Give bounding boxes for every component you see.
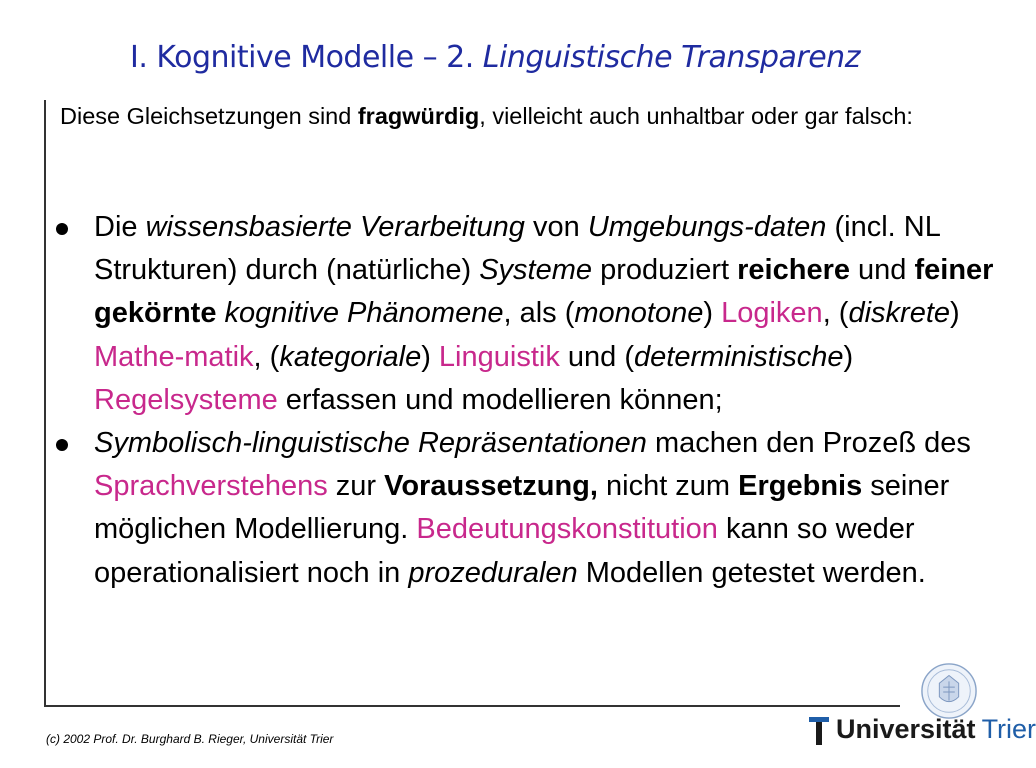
text-run: kann so weder operationalisiert noch in <box>94 513 915 589</box>
text-run-italic: Umgebungs-daten <box>587 211 827 243</box>
text-run: Modellen getestet werden. <box>577 556 926 589</box>
text-run-italic: deterministische <box>634 340 844 373</box>
text-run: ) <box>950 297 960 330</box>
text-run-highlight: Linguistik <box>438 340 560 373</box>
text-run-highlight: Regelsysteme <box>94 383 278 416</box>
text-run: , ( <box>822 297 849 330</box>
university-logo-mark-icon <box>808 716 830 746</box>
intro-part: , vielleicht auch unhaltbar oder gar falsch: <box>479 103 913 129</box>
text-run-italic: monotone <box>574 297 704 330</box>
text-run: von <box>524 211 588 243</box>
text-run: ) <box>843 340 854 373</box>
text-run: ) <box>703 297 722 330</box>
text-run-bold: feiner gekörnte <box>94 254 994 330</box>
logo-text <box>836 714 1036 745</box>
text-run: Die <box>94 211 146 243</box>
text-run-highlight: Logiken <box>721 297 823 330</box>
text-run: erfassen und modellieren können; <box>277 383 723 416</box>
bullet-dot-icon <box>56 439 68 451</box>
text-run-italic: Symbolisch <box>94 427 243 460</box>
text-run: ) <box>421 340 439 373</box>
text-run-highlight: Sprachverstehens <box>94 470 328 503</box>
intro-bold: fragwürdig <box>357 103 480 129</box>
bullet-dot-icon <box>56 223 68 235</box>
title-italic: Linguistische Transparenz <box>482 40 860 75</box>
university-logo <box>808 710 1036 750</box>
text-run-italic: Systeme <box>479 254 593 287</box>
bullet-item-2 <box>56 422 1016 595</box>
text-run: (incl. NL Strukturen) durch (natürliche) <box>94 211 940 287</box>
text-run-italic: wissensbasierte Verarbeitung <box>145 211 525 243</box>
slide-title <box>130 40 1010 75</box>
text-run: , ( <box>253 340 280 373</box>
text-run-bold: Ergebnis <box>738 470 863 503</box>
text-run-highlight: Mathe-matik <box>94 340 254 373</box>
footer-copyright: (c) 2002 Prof. Dr. Burghard B. Rieger, Universität Trier <box>46 732 334 746</box>
text-run-italic: -linguistische <box>242 427 418 460</box>
intro-part: Diese Gleichsetzungen sind <box>60 103 358 129</box>
text-run-bold: Voraussetzung, <box>384 470 598 503</box>
text-run: und <box>849 254 915 287</box>
bullet-item-1 <box>56 206 1016 422</box>
text-run: nicht zum <box>597 470 739 503</box>
text-run: , als ( <box>503 297 575 330</box>
text-run-bold: reichere <box>737 254 850 287</box>
text-run-highlight: Bedeutungskonstitution <box>416 513 718 546</box>
intro-text <box>60 100 980 132</box>
logo-word-2: Trier <box>981 714 1036 744</box>
text-run-italic: diskrete <box>848 297 951 330</box>
text-run <box>216 297 224 329</box>
frame-bottom-line <box>44 705 900 707</box>
text-run-italic: Repräsentationen <box>417 427 647 460</box>
text-run: zur <box>327 470 385 503</box>
text-run: machen den Prozeß des <box>646 427 971 460</box>
text-run: seiner möglichen Modellierung. <box>94 470 950 546</box>
frame-left-line <box>44 100 46 706</box>
text-run: und ( <box>559 340 634 373</box>
text-run: produziert <box>592 254 738 287</box>
title-prefix: I. Kognitive Modelle – 2. <box>130 40 483 75</box>
text-run-italic: kategoriale <box>279 340 422 373</box>
logo-word-1: Universität <box>836 714 976 744</box>
bullet-list <box>56 206 1016 595</box>
text-run-italic: prozeduralen <box>408 556 578 589</box>
text-run-italic: kognitive Phänomene <box>224 297 504 330</box>
